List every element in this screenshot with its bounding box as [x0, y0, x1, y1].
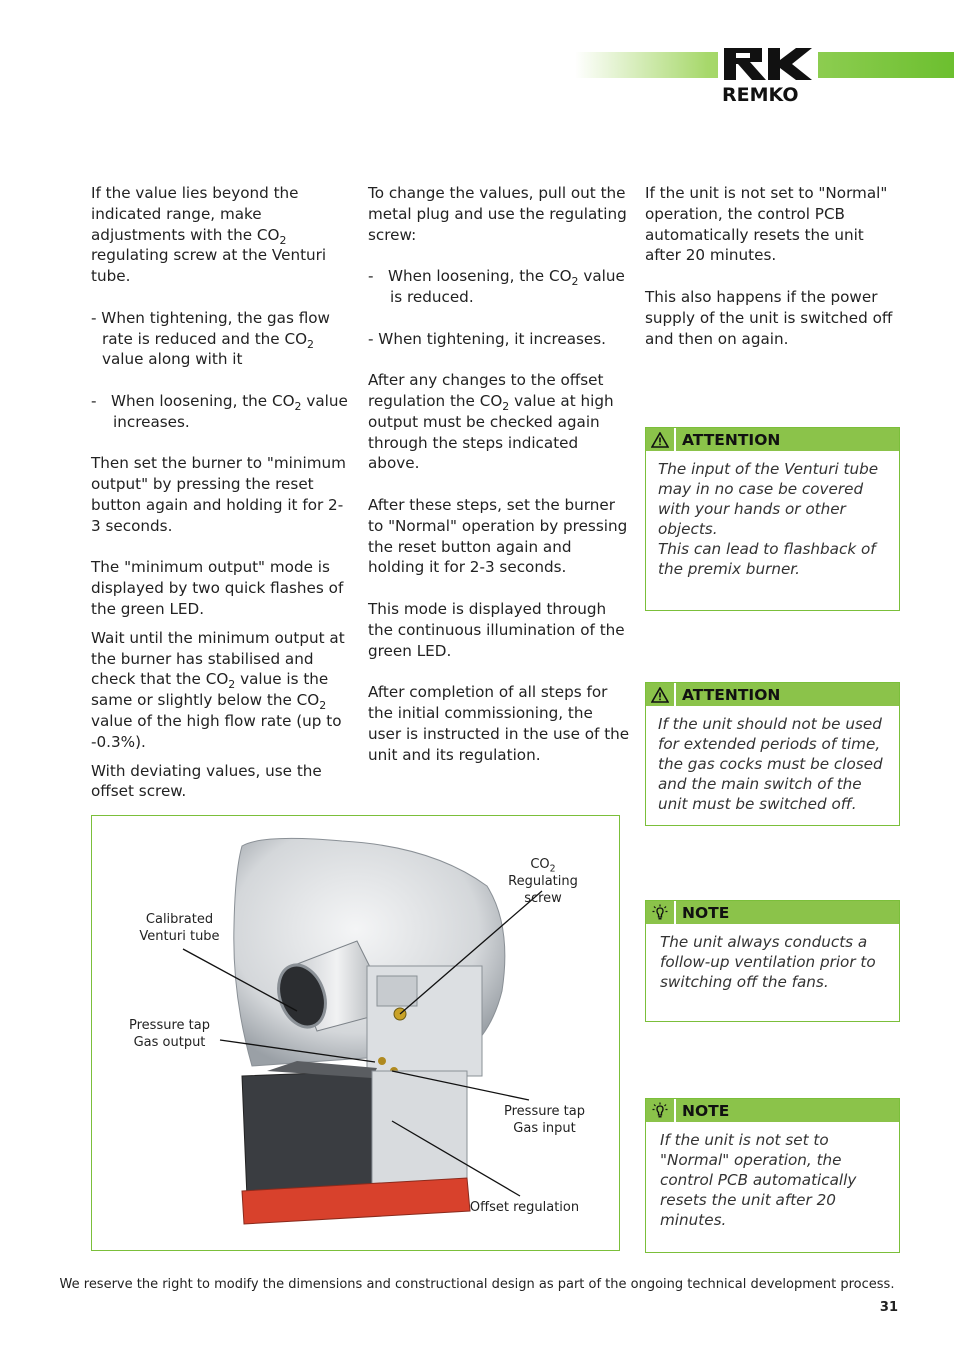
warning-triangle-icon [646, 428, 676, 451]
box-label: NOTE [682, 1101, 730, 1120]
lightbulb-icon [646, 901, 676, 924]
box-header [646, 428, 899, 451]
box-header [646, 901, 899, 924]
paragraph: After these steps, set the burner to "Normal" operation by pressing the reset button again and holding it for 2-3 seconds. [368, 495, 628, 577]
list-item: - When tightening, the gas flow rate is reduced and the $CO_2$ value along with it [91, 308, 330, 369]
paragraph: This also happens if the power supply of the unit is switched off and then on again. [645, 287, 893, 348]
remko-logo-icon [722, 44, 814, 84]
offset-regulation-label: Offset regulation [469, 1200, 580, 1215]
list-item: - When loosening, the $CO_2$ value is reduced. [368, 267, 625, 306]
footer-disclaimer: We reserve the right to modify the dimensions and constructional design as part of the ongoing technical development process. [59, 1277, 895, 1292]
paragraph: This mode is displayed through the continuous illumination of the green LED. [368, 599, 625, 660]
attention-box [645, 682, 900, 826]
attention-box [645, 427, 900, 611]
warning-triangle-icon [646, 683, 676, 706]
box-text: If the unit is not set to "Normal" operation, the control PCB automatically resets the unit after 20 minutes. [660, 1131, 857, 1229]
box-label: NOTE [682, 903, 730, 922]
box-label: ATTENTION [682, 685, 781, 704]
paragraph: The "minimum output" mode is displayed by two quick flashes of the green LED. [91, 558, 344, 618]
page-number: 31 [879, 1300, 898, 1315]
lightbulb-icon [646, 1099, 676, 1122]
box-header [646, 1099, 899, 1122]
pressure-tap-input-label: Pressure tap Gas input [504, 1104, 585, 1136]
box-header [646, 683, 899, 706]
paragraph: If the unit is not set to "Normal" operation, the control PCB automatically resets the unit after 20 minutes. [645, 184, 888, 265]
text-column-2 [368, 183, 630, 786]
paragraph: Wait until the minimum output at the burner has stabilised and check that the $CO_2$ value is the same or slightly below the $CO_2$ value of the high flow rate (up to -0.3%). [91, 628, 345, 751]
paragraph: With deviating values, use the offset screw. [91, 761, 322, 801]
list-item: - When loosening, the $CO_2$ value increases. [91, 391, 348, 431]
box-text: The input of the Venturi tube may in no case be covered with your hands or other objects. This can lead to flashback of the premix burner. [658, 460, 879, 578]
venturi-label: Calibrated Venturi tube [139, 912, 220, 944]
text-column-1 [91, 183, 351, 823]
burner-figure [91, 815, 620, 1251]
paragraph: Then set the burner to "minimum output" by pressing the reset button again and holding it for 2-3 seconds. [91, 454, 346, 535]
pressure-tap-output-label: Pressure tap Gas output [129, 1018, 210, 1050]
paragraph: After any changes to the offset regulation the $CO_2$ value at high output must be checked again through the steps indicated above. [368, 371, 614, 473]
paragraph: If the value lies beyond the indicated range, make adjustments with the $CO_2$ regulating screw at the Venturi tube. [91, 184, 327, 286]
paragraph: After completion of all steps for the initial commissioning, the user is instructed in the use of the unit and its regulation. [368, 683, 630, 764]
note-box [645, 1098, 900, 1253]
co2-screw-label: $CO_2$ Regulating screw [508, 857, 578, 906]
box-text: If the unit should not be used for extended periods of time, the gas cocks must be closed and the main switch of the unit must be switched off. [658, 715, 883, 813]
brand-name: REMKO [722, 84, 799, 106]
text-column-3 [645, 183, 900, 370]
paragraph: To change the values, pull out the metal plug and use the regulating screw: [368, 184, 627, 244]
box-label: ATTENTION [682, 430, 781, 449]
brand-logo [718, 40, 818, 110]
note-box [645, 900, 900, 1022]
list-item: - When tightening, it increases. [368, 329, 607, 348]
box-text: The unit always conducts a follow-up ventilation prior to switching off the fans. [660, 933, 876, 991]
